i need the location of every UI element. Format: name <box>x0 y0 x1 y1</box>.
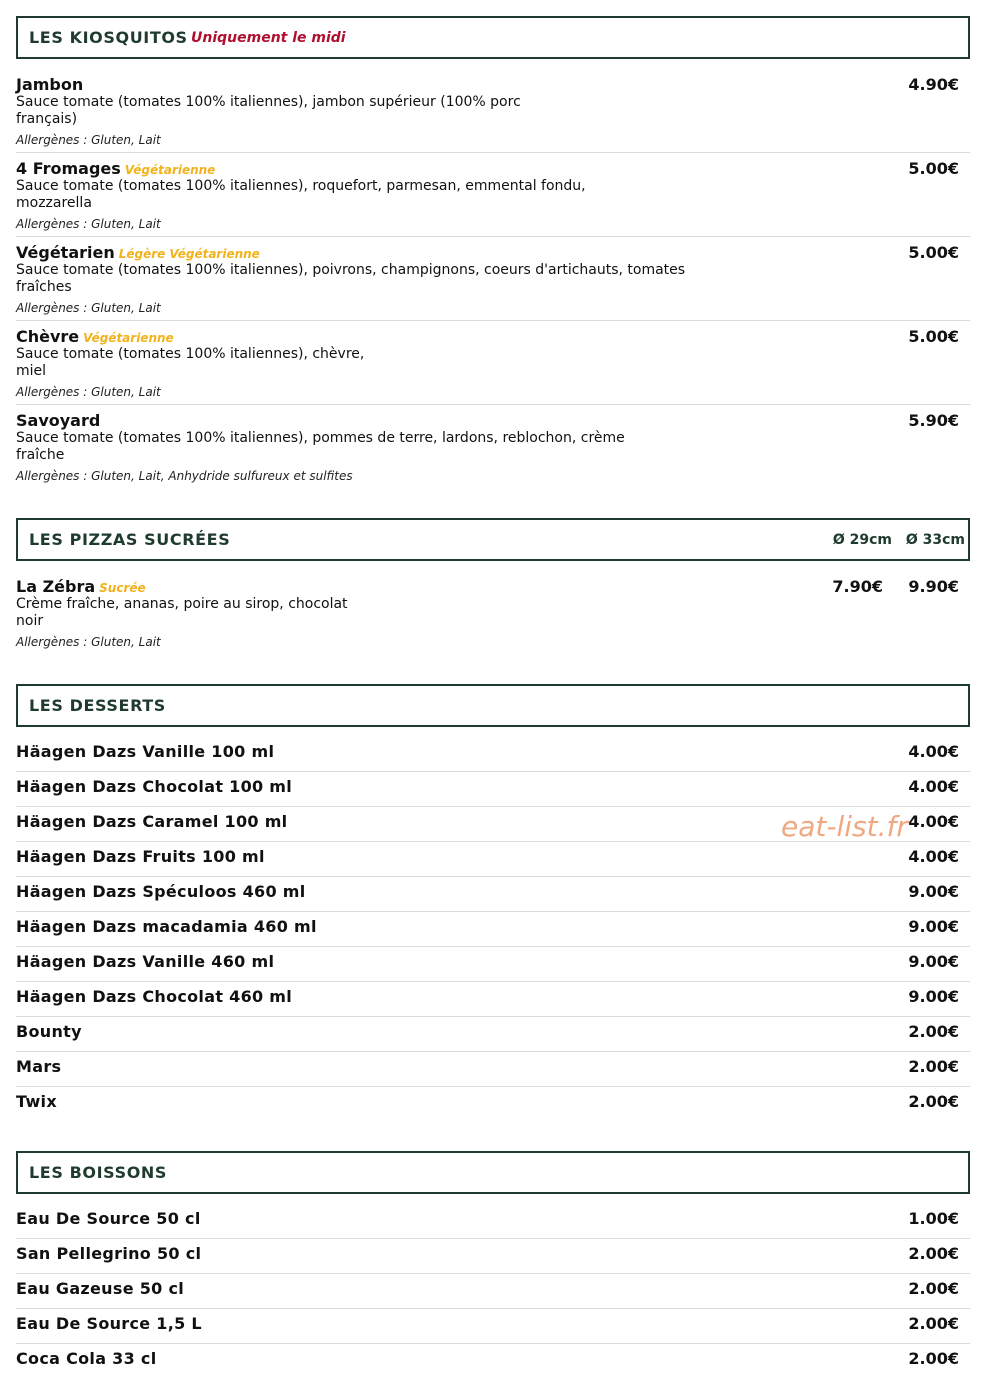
list-item <box>16 911 970 947</box>
menu-item <box>16 243 970 321</box>
item-price: 4.00€ <box>908 847 959 866</box>
section-title: LES DESSERTS <box>29 696 166 715</box>
size-columns <box>822 532 968 548</box>
item-name: Mars <box>16 1057 62 1076</box>
list-item <box>16 946 970 982</box>
item-price-29cm: 7.90€ <box>832 577 883 596</box>
section-title: LES KIOSQUITOS <box>29 28 188 47</box>
item-tag: Sucrée <box>99 581 146 595</box>
list-item <box>16 841 970 877</box>
item-price: 2.00€ <box>908 1022 959 1041</box>
section-header-desserts <box>16 684 970 727</box>
item-description: Sauce tomate (tomates 100% italiennes), roquefort, parmesan, emmental fondu, mozzarella <box>16 178 586 211</box>
section-header-boissons <box>16 1151 970 1194</box>
menu-item <box>16 75 970 153</box>
item-name: La Zébra Sucrée <box>16 577 146 596</box>
menu-item <box>16 159 970 237</box>
item-name: Twix <box>16 1092 57 1111</box>
item-tag: Végétarienne <box>83 331 174 345</box>
item-price: 9.00€ <box>908 882 959 901</box>
item-description: Crème fraîche, ananas, poire au sirop, chocolat noir <box>16 596 348 629</box>
item-price: 2.00€ <box>908 1314 959 1333</box>
item-name: Häagen Dazs Vanille 460 ml <box>16 952 275 971</box>
item-price: 5.00€ <box>908 327 959 346</box>
item-name: Bounty <box>16 1022 82 1041</box>
section-header-kiosquitos <box>16 16 970 59</box>
item-price: 2.00€ <box>908 1244 959 1263</box>
item-price-33cm: 9.90€ <box>908 577 959 596</box>
item-name: Häagen Dazs Caramel 100 ml <box>16 812 288 831</box>
item-name: Eau Gazeuse 50 cl <box>16 1279 185 1298</box>
item-name: Häagen Dazs macadamia 460 ml <box>16 917 317 936</box>
list-item <box>16 771 970 807</box>
item-name: Jambon <box>16 75 84 94</box>
item-allergens: Allergènes : Gluten, Lait <box>16 385 161 399</box>
list-item <box>16 1238 970 1274</box>
item-allergens: Allergènes : Gluten, Lait <box>16 301 161 315</box>
menu-item <box>16 411 970 488</box>
item-price: 4.00€ <box>908 812 959 831</box>
item-price: 2.00€ <box>908 1057 959 1076</box>
list-item <box>16 1308 970 1344</box>
item-allergens: Allergènes : Gluten, Lait <box>16 217 161 231</box>
section-title: LES BOISSONS <box>29 1163 168 1182</box>
item-tag: Végétarienne <box>124 163 216 177</box>
item-price: 1.00€ <box>908 1209 959 1228</box>
list-item <box>16 1016 970 1052</box>
item-price: 4.90€ <box>908 75 959 94</box>
list-item <box>16 736 970 772</box>
item-name: 4 Fromages Végétarienne <box>16 159 216 178</box>
item-name: Häagen Dazs Vanille 100 ml <box>16 742 275 761</box>
item-price: 9.00€ <box>908 952 959 971</box>
list-item <box>16 981 970 1017</box>
item-description: Sauce tomate (tomates 100% italiennes), pommes de terre, lardons, reblochon, crème fraîche <box>16 430 625 463</box>
item-description: Sauce tomate (tomates 100% italiennes), poivrons, champignons, coeurs d'artichauts, tomates fraîches <box>16 262 686 295</box>
item-name: Végétarien Légère Végétarienne <box>16 243 260 262</box>
item-allergens: Allergènes : Gluten, Lait <box>16 133 161 147</box>
item-price: 4.00€ <box>908 742 959 761</box>
item-description: Sauce tomate (tomates 100% italiennes), jambon supérieur (100% porc français) <box>16 94 521 127</box>
list-item <box>16 1343 970 1378</box>
item-price: 2.00€ <box>908 1092 959 1111</box>
list-item <box>16 876 970 912</box>
menu-item <box>16 577 970 657</box>
item-price: 5.00€ <box>908 159 959 178</box>
item-name: Eau De Source 1,5 L <box>16 1314 202 1333</box>
item-price: 5.00€ <box>908 243 959 262</box>
item-name: Häagen Dazs Chocolat 460 ml <box>16 987 293 1006</box>
item-price: 9.00€ <box>908 987 959 1006</box>
list-item <box>16 1203 970 1239</box>
item-price: 4.00€ <box>908 777 959 796</box>
item-price: 2.00€ <box>908 1349 959 1368</box>
item-name: Savoyard <box>16 411 101 430</box>
item-name: Coca Cola 33 cl <box>16 1349 157 1368</box>
size-33cm: Ø 33cm <box>905 532 965 548</box>
item-tag: Végétarienne <box>169 247 260 261</box>
list-item <box>16 1086 970 1121</box>
list-item <box>16 1051 970 1087</box>
list-item <box>16 1273 970 1309</box>
item-name: San Pellegrino 50 cl <box>16 1244 202 1263</box>
item-description: Sauce tomate (tomates 100% italiennes), chèvre, miel <box>16 346 365 379</box>
item-price: 5.90€ <box>908 411 959 430</box>
item-tag: Légère <box>118 247 166 261</box>
item-name: Eau De Source 50 cl <box>16 1209 201 1228</box>
item-name: Chèvre Végétarienne <box>16 327 174 346</box>
item-price: 9.00€ <box>908 917 959 936</box>
size-29cm: Ø 29cm <box>832 532 892 548</box>
item-allergens: Allergènes : Gluten, Lait <box>16 635 161 649</box>
item-allergens: Allergènes : Gluten, Lait, Anhydride sulfureux et sulfites <box>16 469 353 483</box>
section-header-sucrees <box>16 518 970 561</box>
item-name: Häagen Dazs Spéculoos 460 ml <box>16 882 306 901</box>
section-title: LES PIZZAS SUCRÉES <box>29 530 231 549</box>
item-price: 2.00€ <box>908 1279 959 1298</box>
watermark: eat-list.fr <box>781 810 908 843</box>
item-name: Häagen Dazs Fruits 100 ml <box>16 847 265 866</box>
item-name: Häagen Dazs Chocolat 100 ml <box>16 777 293 796</box>
section-subtitle: Uniquement le midi <box>191 30 346 46</box>
menu-item <box>16 327 970 405</box>
